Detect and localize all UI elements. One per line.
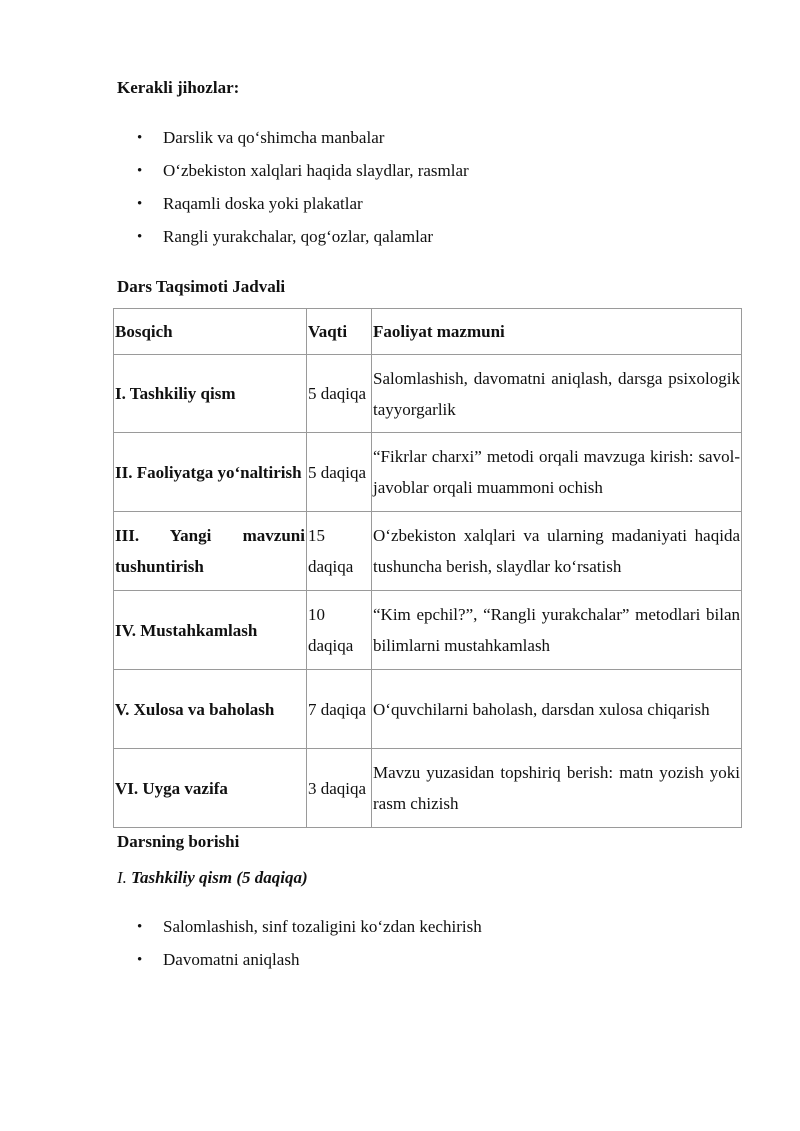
stage-cell: I. Tashkiliy qism — [114, 355, 307, 433]
table-header-row — [114, 309, 742, 355]
section-title — [117, 868, 308, 888]
stage-cell: III. Yangi mavzuni tushuntirish — [114, 512, 307, 591]
stage-cell: V. Xulosa va baholash — [114, 670, 307, 749]
time-cell: 5 daqiqa — [307, 433, 372, 512]
table-row — [114, 670, 742, 749]
schedule-heading: Dars Taqsimoti Jadvali — [117, 277, 286, 296]
section-title-text: Tashkiliy qism (5 daqiqa) — [131, 868, 308, 887]
column-header-content: Faoliyat mazmuni — [372, 309, 742, 355]
list-item: • Rangli yurakchalar, qog‘ozlar, qalamlar — [117, 227, 469, 260]
equipment-heading: Kerakli jihozlar: — [117, 78, 240, 97]
table-row — [114, 591, 742, 670]
content-cell: Salomlashish, davomatni aniqlash, darsga psixologik tayyorgarlik — [372, 355, 742, 433]
column-header-time: Vaqti — [307, 309, 372, 355]
content-cell: O‘quvchilarni baholash, darsdan xulosa chiqarish — [372, 670, 742, 749]
content-cell: Mavzu yuzasidan topshiriq berish: matn yozish yoki rasm chizish — [372, 749, 742, 828]
stage-cell: IV. Mustahkamlash — [114, 591, 307, 670]
schedule-table — [113, 308, 742, 828]
column-header-stage: Bosqich — [114, 309, 307, 355]
table-row — [114, 512, 742, 591]
time-cell: 15 daqiqa — [307, 512, 372, 591]
time-cell: 5 daqiqa — [307, 355, 372, 433]
table-row — [114, 355, 742, 433]
progress-list — [117, 917, 482, 983]
list-item: • Darslik va qo‘shimcha manbalar — [117, 128, 469, 161]
list-item: • Davomatni aniqlash — [117, 950, 482, 983]
content-cell: O‘zbekiston xalqlari va ularning madaniyati haqida tushuncha berish, slaydlar ko‘rsatish — [372, 512, 742, 591]
equipment-list — [117, 128, 469, 260]
content-cell: “Kim epchil?”, “Rangli yurakchalar” metodlari bilan bilimlarni mustahkamlash — [372, 591, 742, 670]
progress-heading: Darsning borishi — [117, 832, 240, 851]
time-cell: 3 daqiqa — [307, 749, 372, 828]
content-cell: “Fikrlar charxi” metodi orqali mavzuga kirish: savol-javoblar orqali muammoni ochish — [372, 433, 742, 512]
list-item: • Salomlashish, sinf tozaligini ko‘zdan kechirish — [117, 917, 482, 950]
list-item: • O‘zbekiston xalqlari haqida slaydlar, rasmlar — [117, 161, 469, 194]
time-cell: 7 daqiqa — [307, 670, 372, 749]
section-prefix: I. — [117, 868, 127, 887]
list-item: • Raqamli doska yoki plakatlar — [117, 194, 469, 227]
table-row — [114, 749, 742, 828]
table-row — [114, 433, 742, 512]
time-cell: 10 daqiqa — [307, 591, 372, 670]
stage-cell: VI. Uyga vazifa — [114, 749, 307, 828]
stage-cell: II. Faoliyatga yo‘naltirish — [114, 433, 307, 512]
